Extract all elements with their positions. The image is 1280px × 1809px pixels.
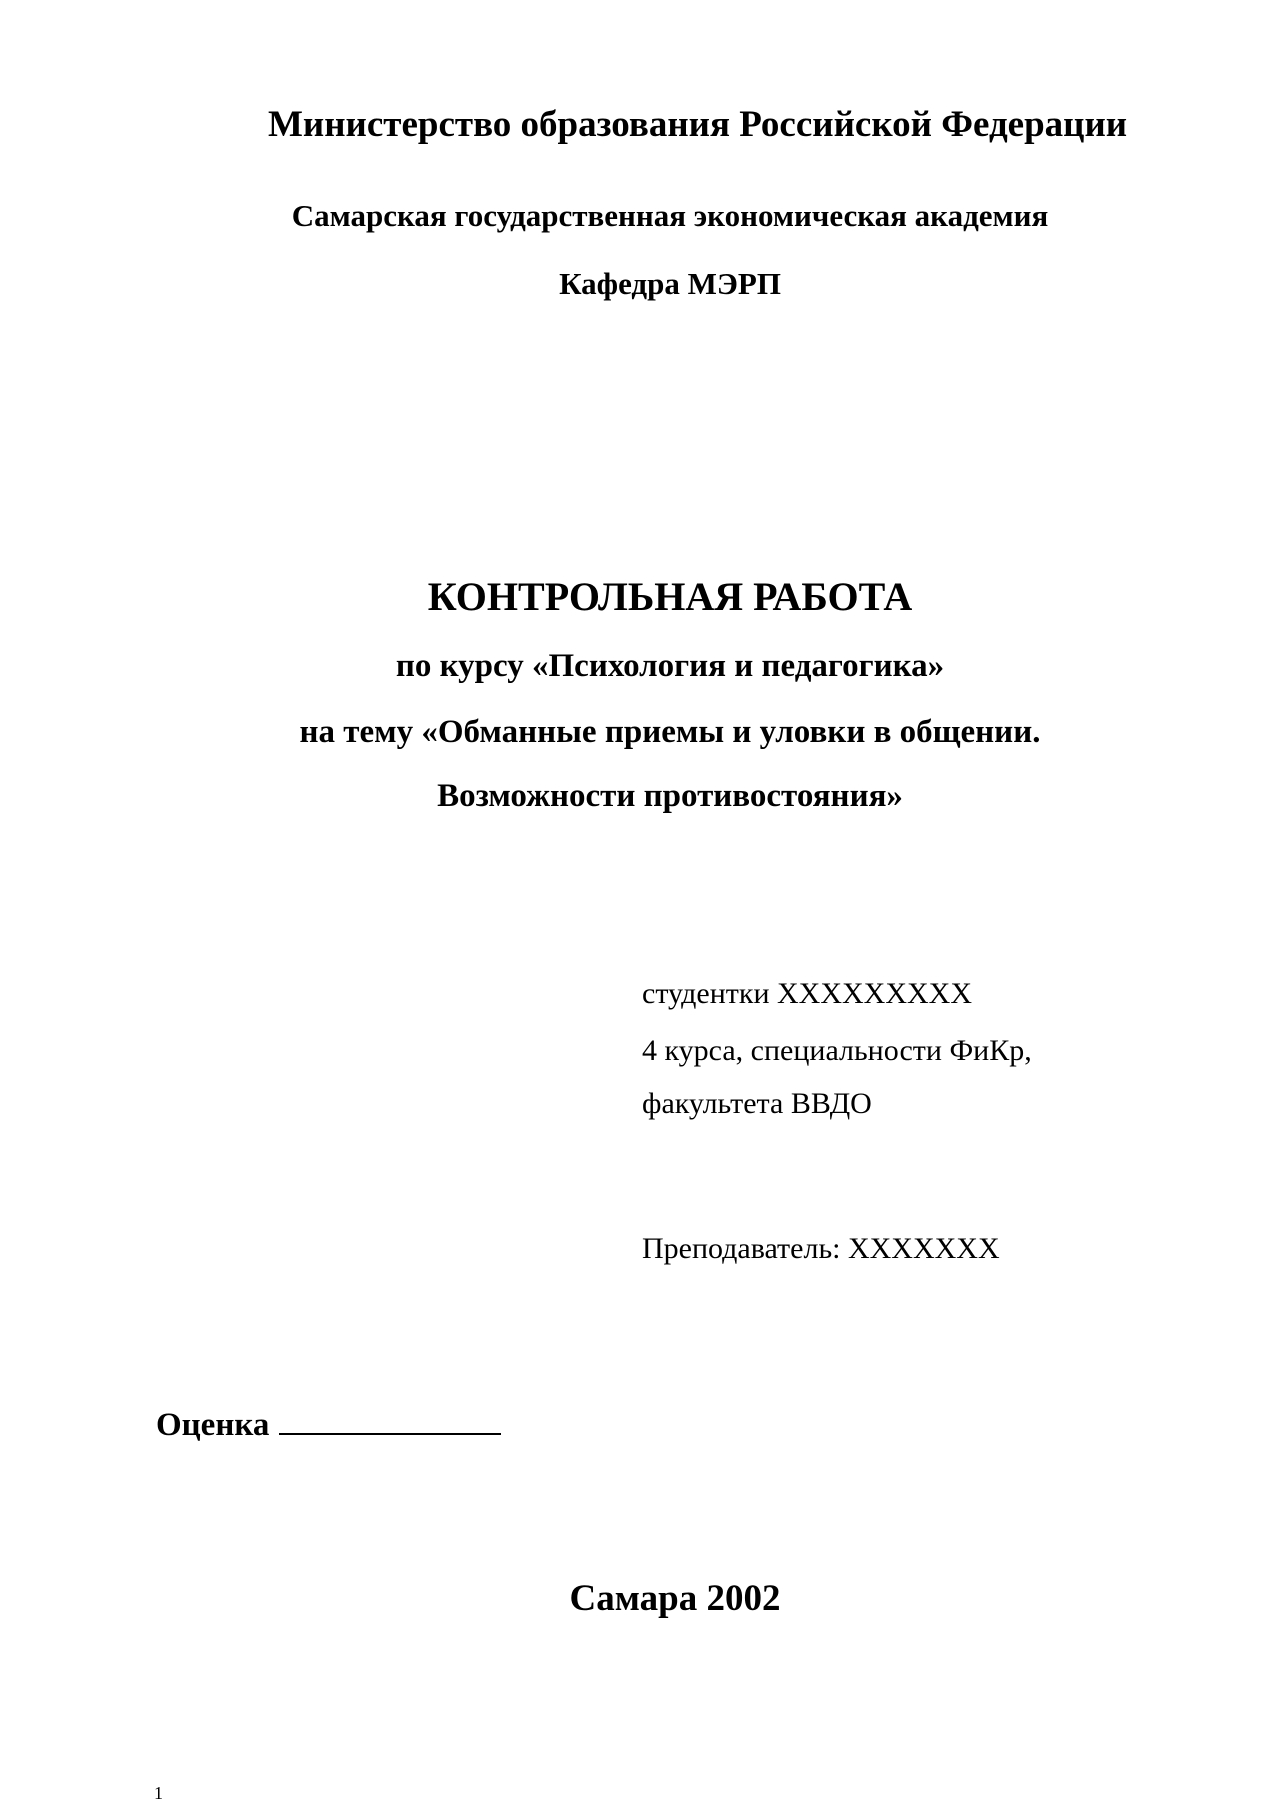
student-name: студентки ХХХХХХХХХ <box>642 977 972 1010</box>
grade-line <box>156 1403 501 1445</box>
course-specialty: 4 курса, специальности ФиКр, <box>642 1034 1032 1067</box>
grade-blank-underline <box>279 1403 501 1435</box>
teacher: Преподаватель: ХХХХХХХ <box>642 1232 1000 1265</box>
topic-line-2: Возможности противостояния» <box>437 778 903 814</box>
course-line: по курсу «Психология и педагогика» <box>395 648 945 684</box>
department-heading: Кафедра МЭРП <box>559 266 781 301</box>
city-year: Самара 2002 <box>569 1578 781 1619</box>
page-number: 1 <box>154 1783 163 1803</box>
topic-line-1: на тему «Обманные приемы и уловки в общении. <box>299 714 1041 750</box>
faculty: факультета ВВДО <box>642 1087 872 1120</box>
academy-heading: Самарская государственная экономическая академия <box>291 198 1049 233</box>
ministry-heading: Министерство образования Российской Федерации <box>268 104 1128 145</box>
grade-label: Оценка <box>156 1407 270 1443</box>
work-title: КОНТРОЛЬНАЯ РАБОТА <box>427 574 913 619</box>
